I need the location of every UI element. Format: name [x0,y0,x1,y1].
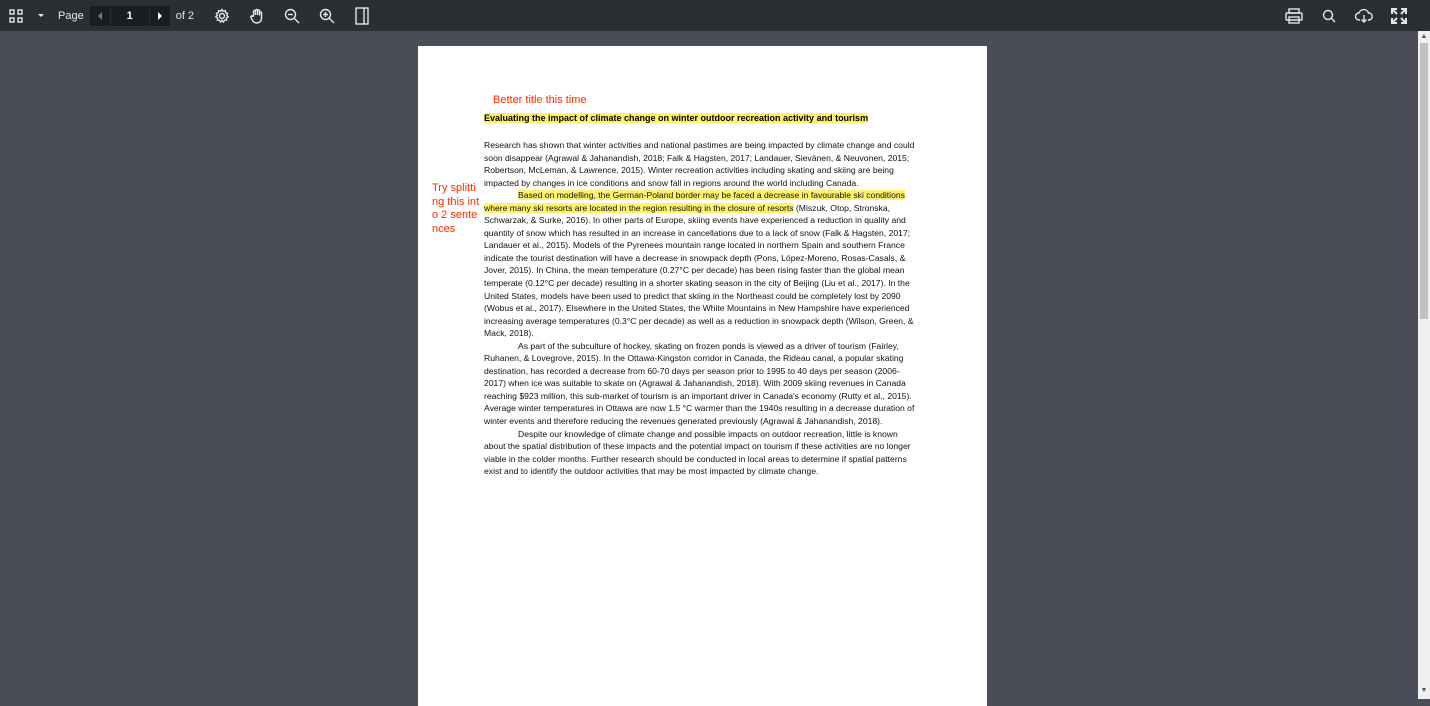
document-title: Evaluating the impact of climate change on winter outdoor recreation activity and tourism [484,113,869,123]
search-icon[interactable] [1311,0,1346,31]
document-page [418,46,987,706]
grid-view-icon[interactable] [0,0,32,31]
highlighted-text[interactable]: Based on modelling, the German-Poland border may be faced a decrease in favourable ski conditions where many ski resorts are located in the region resulting in the closure of resorts [484,190,905,213]
document-body [484,139,921,478]
page-label: Page [58,9,84,22]
page-total: of 2 [175,9,195,22]
page-navigator [90,6,170,26]
paragraph-3 [484,340,921,428]
dropdown-caret-icon[interactable] [32,0,50,31]
settings-gear-icon[interactable] [204,0,239,31]
prev-page-button[interactable] [90,6,110,26]
single-page-icon[interactable] [344,0,379,31]
title-comment-annotation[interactable]: Better title this time [493,94,587,106]
page-number-input[interactable] [111,6,149,26]
fullscreen-icon[interactable] [1381,0,1416,31]
cloud-download-icon[interactable] [1346,0,1381,31]
paragraph-2 [484,189,921,340]
paragraph-3-text: As part of the subculture of hockey, skating on frozen ponds is viewed as a driver of tourism (Fairley, Ruhanen, & Lovegrove, 2015). In the Ottawa-Kingston corridor in Canada, the Rideau canal, a popular skating destination, has recorded a decrease from 60-70 days per season prior to 1995 to 40 days per season (2006-2017) when ice was suitable to skate on (Agrawal & Jahanandish, 2018). With 2009 skiing revenues in Canada reaching $923 million, this sub-market of tourism is an important driver in Canada's economy (Rutty et al., 2015). Average winter temperatures in Ottawa are now 1.5 °C warmer than the 1940s resulting in a decrease duration of winter events and therefore reducing the revenues generated previously (Agrawal & Jahanandish, 2018). [484,340,915,427]
document-viewport[interactable] [0,31,1418,699]
viewer-toolbar [0,0,1430,31]
zoom-in-icon[interactable] [309,0,344,31]
paragraph-4-text: Despite our knowledge of climate change and possible impacts on outdoor recreation, little is known about the spatial distribution of these impacts and the potential impact on tourism if these activities are no longer viable in the colder months. Further research should be conducted in local areas to determine if spatial patterns exist and to identify the outdoor activities that may be most impacted by climate change. [484,428,911,477]
paragraph-4 [484,428,921,478]
paragraph-1: Research has shown that winter activities and national pastimes are being impacted by climate change and could soon disappear (Agrawal & Jahanandish, 2018; Falk & Hagsten, 2017; Landauer, Sievänen, & Neuvonen, 2015; Robertson, McLeman, & Lawrence, 2015). Winter recreation activities including skating and skiing are being impacted by changes in ice conditions and snow fall in regions around the world including Canada. [484,140,915,188]
right-toolbar-group [1276,0,1416,31]
scroll-down-icon[interactable]: ▼ [1420,687,1428,694]
next-page-button[interactable] [150,6,170,26]
vertical-scrollbar[interactable] [1418,31,1430,699]
pan-hand-icon[interactable] [239,0,274,31]
scroll-up-icon[interactable]: ▲ [1420,33,1428,40]
margin-comment-annotation[interactable]: Try splitting this into 2 sentences [432,182,480,235]
zoom-out-icon[interactable] [274,0,309,31]
scrollbar-thumb[interactable] [1420,43,1428,319]
print-icon[interactable] [1276,0,1311,31]
paragraph-2-rest: (Miszuk, Otop, Stronska, Schwarzak, & Surke, 2016). In other parts of Europe, skiing events have experienced a reduction in quality and quantity of snow which has resulted in an increase in cancellations due to a lack of snow (Falk & Hagsten, 2017; Landauer et al., 2015). Models of the Pyrenees mountain range located in northern Spain and southern France indicate the tourist destination will have a decrease in snowpack depth (Pons, López-Moreno, Rosas-Casals, & Jover, 2015). In China, the mean temperature (0.27°C per decade) has been rising faster than the global mean temperate (0.12°C per decade) resulting in a shorter skating season in the city of Beijing (Liu et al., 2017). In the United States, models have been used to predict that skiing in the Northeast could be completely lost by 2090 (Wobus et al., 2017). Elsewhere in the United States, the White Mountains in New Hampshire have experienced increasing average temperatures (0.3°C per decade) as well as a reduction in snowpack depth (Wilson, Green, & Mack, 2018). [484,202,914,339]
